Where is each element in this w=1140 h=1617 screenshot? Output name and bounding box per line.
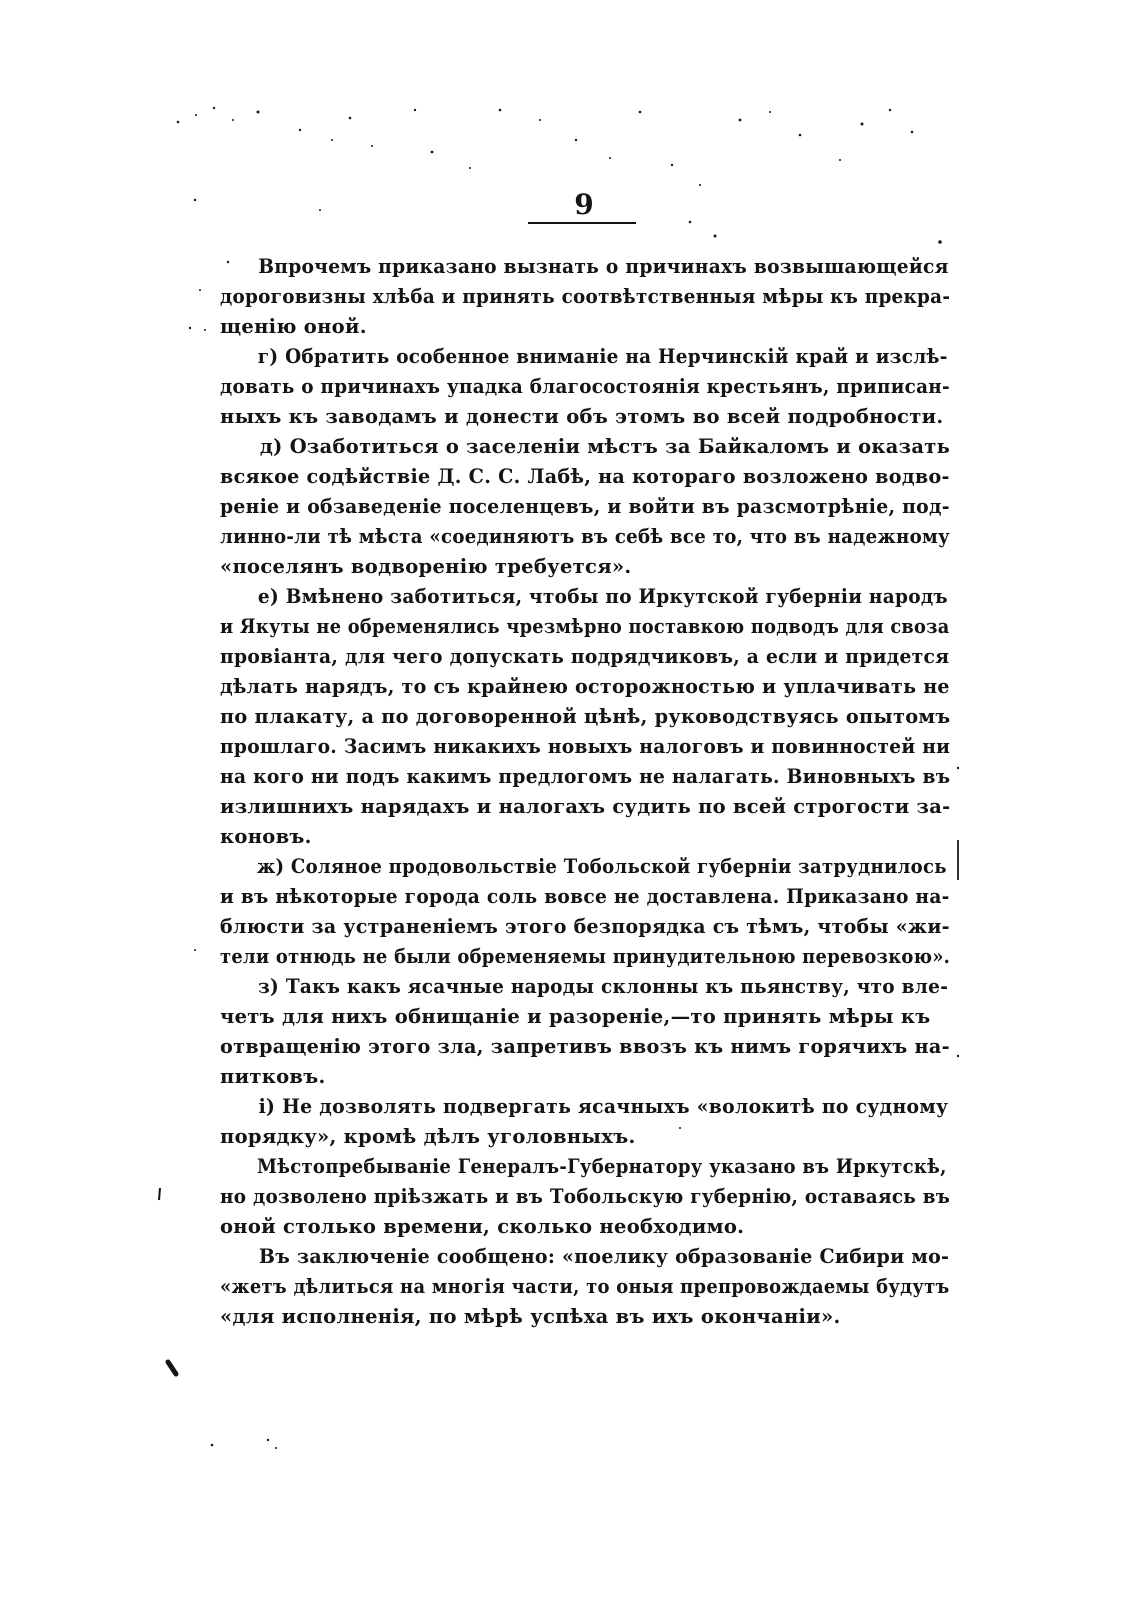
text-line: на кого ни подъ какимъ предлогомъ не налагать. Виновныхъ въ <box>220 765 951 788</box>
text-line: «поселянъ водворенію требуется». <box>220 555 632 578</box>
text-line: коновъ. <box>220 825 312 848</box>
text-line: Мѣстопребываніе Генералъ-Губернатору указано въ Иркутскѣ, <box>257 1155 947 1178</box>
text-line: г) Обратить особенное вниманіе на Нерчинскій край и изслѣ- <box>257 345 948 368</box>
text-line: щенію оной. <box>220 315 367 338</box>
paragraph <box>220 972 950 1092</box>
paragraph <box>220 252 950 342</box>
page-number: 9 <box>574 188 594 221</box>
text-line: ж) Соляное продовольствіе Тобольской губерніи затруднилось <box>257 855 947 878</box>
text-line: и Якуты не обременялись чрезмѣрно поставкою подводъ для своза <box>220 615 950 638</box>
text-line: по плакату, а по договоренной цѣнѣ, руководствуясь опытомъ <box>220 705 951 728</box>
paragraph <box>220 1152 950 1242</box>
text-line: отвращенію этого зла, запретивъ ввозъ къ нимъ горячихъ на- <box>220 1035 950 1058</box>
text-line: и въ нѣкоторые города соль вовсе не доставлена. Приказано на- <box>220 885 950 908</box>
body-text <box>220 252 950 1332</box>
text-line: «жетъ дѣлиться на многія части, то оныя препровождаемы будутъ <box>220 1275 950 1298</box>
text-line: д) Озаботиться о заселеніи мѣстъ за Байкаломъ и оказать <box>259 435 951 458</box>
text-line: оной столько времени, сколько необходимо. <box>220 1215 745 1238</box>
text-line: довать о причинахъ упадка благосостоянія крестьянъ, приписан- <box>220 375 950 398</box>
paragraph <box>220 1242 950 1332</box>
text-line: Въ заключеніе сообщено: «поелику образованіе Сибири мо- <box>258 1245 950 1268</box>
text-line: прошлаго. Засимъ никакихъ новыхъ налоговъ и повинностей ни <box>220 735 951 758</box>
text-line: тели отнюдь не были обременяемы принудительною перевозкою». <box>220 945 951 968</box>
paragraph <box>220 1092 950 1152</box>
text-line: провіанта, для чего допускать подрядчиковъ, а если и придется <box>220 645 950 668</box>
text-line: линно-ли тѣ мѣста «соединяютъ въ себѣ все то, что въ надежному <box>220 525 950 548</box>
paragraph <box>220 342 950 432</box>
text-line: четъ для нихъ обнищаніе и разореніе,—то принять мѣры къ <box>220 1005 931 1028</box>
text-line: питковъ. <box>220 1065 326 1088</box>
text-line: дороговизны хлѣба и принять соотвѣтственныя мѣры къ прекра- <box>220 285 951 308</box>
paragraph <box>220 432 950 582</box>
paragraph <box>220 852 950 972</box>
text-line: і) Не дозволять подвергать ясачныхъ «волокитѣ по судному <box>258 1095 949 1118</box>
page-number-rule <box>528 222 636 224</box>
text-line: е) Вмѣнено заботиться, чтобы по Иркутской губерніи народъ <box>257 585 948 608</box>
text-line: Впрочемъ приказано вызнать о причинахъ возвышающейся <box>258 255 949 278</box>
text-line: з) Такъ какъ ясачные народы склонны къ пьянству, что вле- <box>257 975 949 998</box>
paragraph <box>220 582 950 852</box>
text-line: «для исполненія, по мѣрѣ успѣха въ ихъ окончаніи». <box>220 1305 841 1328</box>
text-line: порядку», кромѣ дѣлъ уголовныхъ. <box>220 1125 636 1148</box>
text-line: реніе и обзаведеніе поселенцевъ, и войти въ разсмотрѣніе, под- <box>220 495 950 518</box>
text-line: дѣлать нарядъ, то съ крайнею осторожностью и уплачивать не <box>220 675 950 698</box>
text-line: излишнихъ нарядахъ и налогахъ судить по всей строгости за- <box>220 795 951 818</box>
text-line: блюсти за устраненіемъ этого безпорядка съ тѣмъ, чтобы «жи- <box>220 915 950 938</box>
text-line: всякое содѣйствіе Д. С. С. Лабѣ, на котораго возложено водво- <box>220 465 950 488</box>
text-line: ныхъ къ заводамъ и донести объ этомъ во всей подробности. <box>220 405 944 428</box>
text-line: но дозволено пріѣзжать и въ Тобольскую губернію, оставаясь въ <box>220 1185 951 1208</box>
